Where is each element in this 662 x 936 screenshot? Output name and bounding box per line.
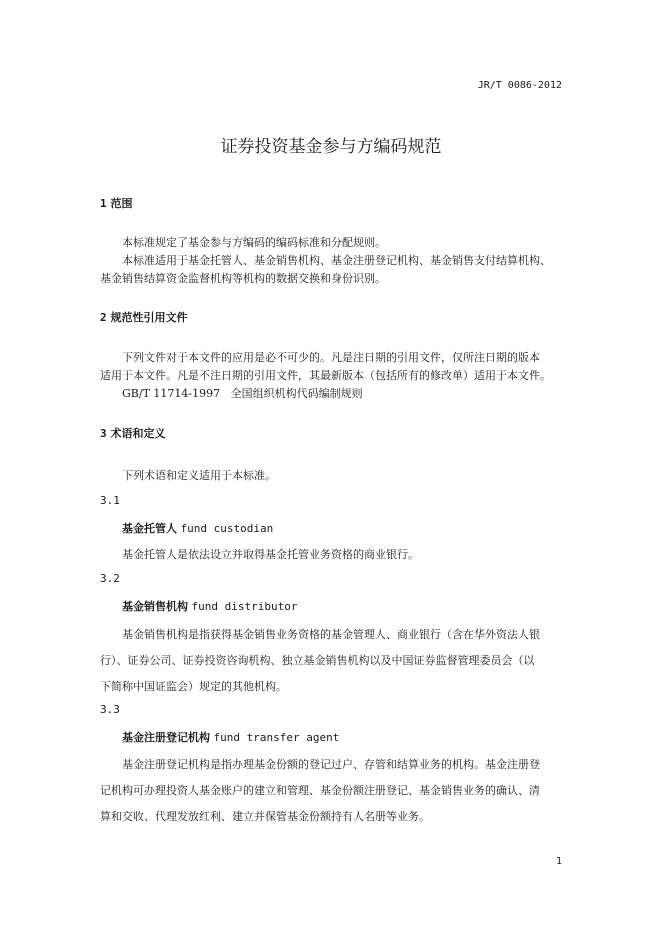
section-3-intro: 下列术语和定义适用于本标准。 bbox=[122, 469, 276, 482]
term-definition-line: 记机构可办理投资人基金账户的建立和管理、基金份额注册登记、基金销售业务的确认、清 bbox=[100, 784, 540, 797]
section-2-para-line-1: 下列文件对于本文件的应用是必不可少的。凡是注日期的引用文件，仅所注日期的版本 bbox=[122, 351, 540, 364]
term-number: 3.2 bbox=[100, 572, 120, 585]
term-chinese: 基金销售机构 bbox=[122, 600, 188, 613]
section-title: 规范性引用文件 bbox=[110, 311, 188, 324]
section-number: 3 bbox=[100, 427, 107, 440]
term-heading bbox=[122, 520, 273, 536]
term-definition-line: 下简称中国证监会）规定的其他机构。 bbox=[100, 680, 287, 693]
reference-title: 全国组织机构代码编制规则 bbox=[230, 387, 363, 400]
term-definition-line: 基金注册登记机构是指办理基金份额的登记过户、存管和结算业务的机构。基金注册登 bbox=[122, 758, 540, 771]
page-number: 1 bbox=[555, 856, 562, 867]
section-number: 2 bbox=[100, 311, 107, 324]
term-number: 3.3 bbox=[100, 703, 120, 716]
term-english: fund custodian bbox=[180, 522, 274, 535]
reference-code: GB/T 11714-1997 bbox=[122, 387, 221, 400]
term-number: 3.1 bbox=[100, 494, 120, 507]
section-title: 术语和定义 bbox=[110, 427, 166, 440]
section-1-para-2-line-1: 本标准适用于基金托管人、基金销售机构、基金注册登记机构、基金销售支付结算机构、 bbox=[122, 254, 551, 267]
term-heading bbox=[122, 729, 339, 745]
document-title: 证券投资基金参与方编码规范 bbox=[220, 137, 442, 157]
section-3-heading bbox=[100, 425, 165, 441]
section-2-heading bbox=[100, 309, 187, 325]
term-definition-line: 基金销售机构是指获得基金销售业务资格的基金管理人、商业银行（含在华外资法人银 bbox=[122, 628, 540, 641]
term-chinese: 基金注册登记机构 bbox=[122, 731, 210, 744]
term-definition-line: 基金托管人是依法设立并取得基金托管业务资格的商业银行。 bbox=[122, 548, 419, 561]
term-definition-line: 算和交收、代理发放红利、建立并保管基金份额持有人名册等业务。 bbox=[100, 810, 430, 823]
term-definition-line: 行）、证券公司、证券投资咨询机构、独立基金销售机构以及中国证券监督管理委员会（以 bbox=[100, 654, 535, 667]
term-chinese: 基金托管人 bbox=[122, 522, 177, 535]
section-2-para-line-2: 适用于本文件。凡是不注日期的引用文件，其最新版本（包括所有的修改单）适用于本文件。 bbox=[100, 369, 551, 382]
section-number: 1 bbox=[100, 197, 107, 210]
section-1-para-1: 本标准规定了基金参与方编码的编码标准和分配规则。 bbox=[122, 236, 386, 249]
section-1-para-2-line-2: 基金销售结算资金监督机构等机构的数据交换和身份识别。 bbox=[100, 272, 386, 285]
term-english: fund distributor bbox=[191, 600, 298, 613]
term-english: fund transfer agent bbox=[213, 731, 340, 744]
section-title: 范围 bbox=[110, 197, 133, 210]
normative-reference bbox=[122, 385, 363, 401]
section-1-heading bbox=[100, 195, 132, 211]
document-code: JR/T 0086-2012 bbox=[477, 80, 562, 91]
term-heading bbox=[122, 598, 297, 614]
